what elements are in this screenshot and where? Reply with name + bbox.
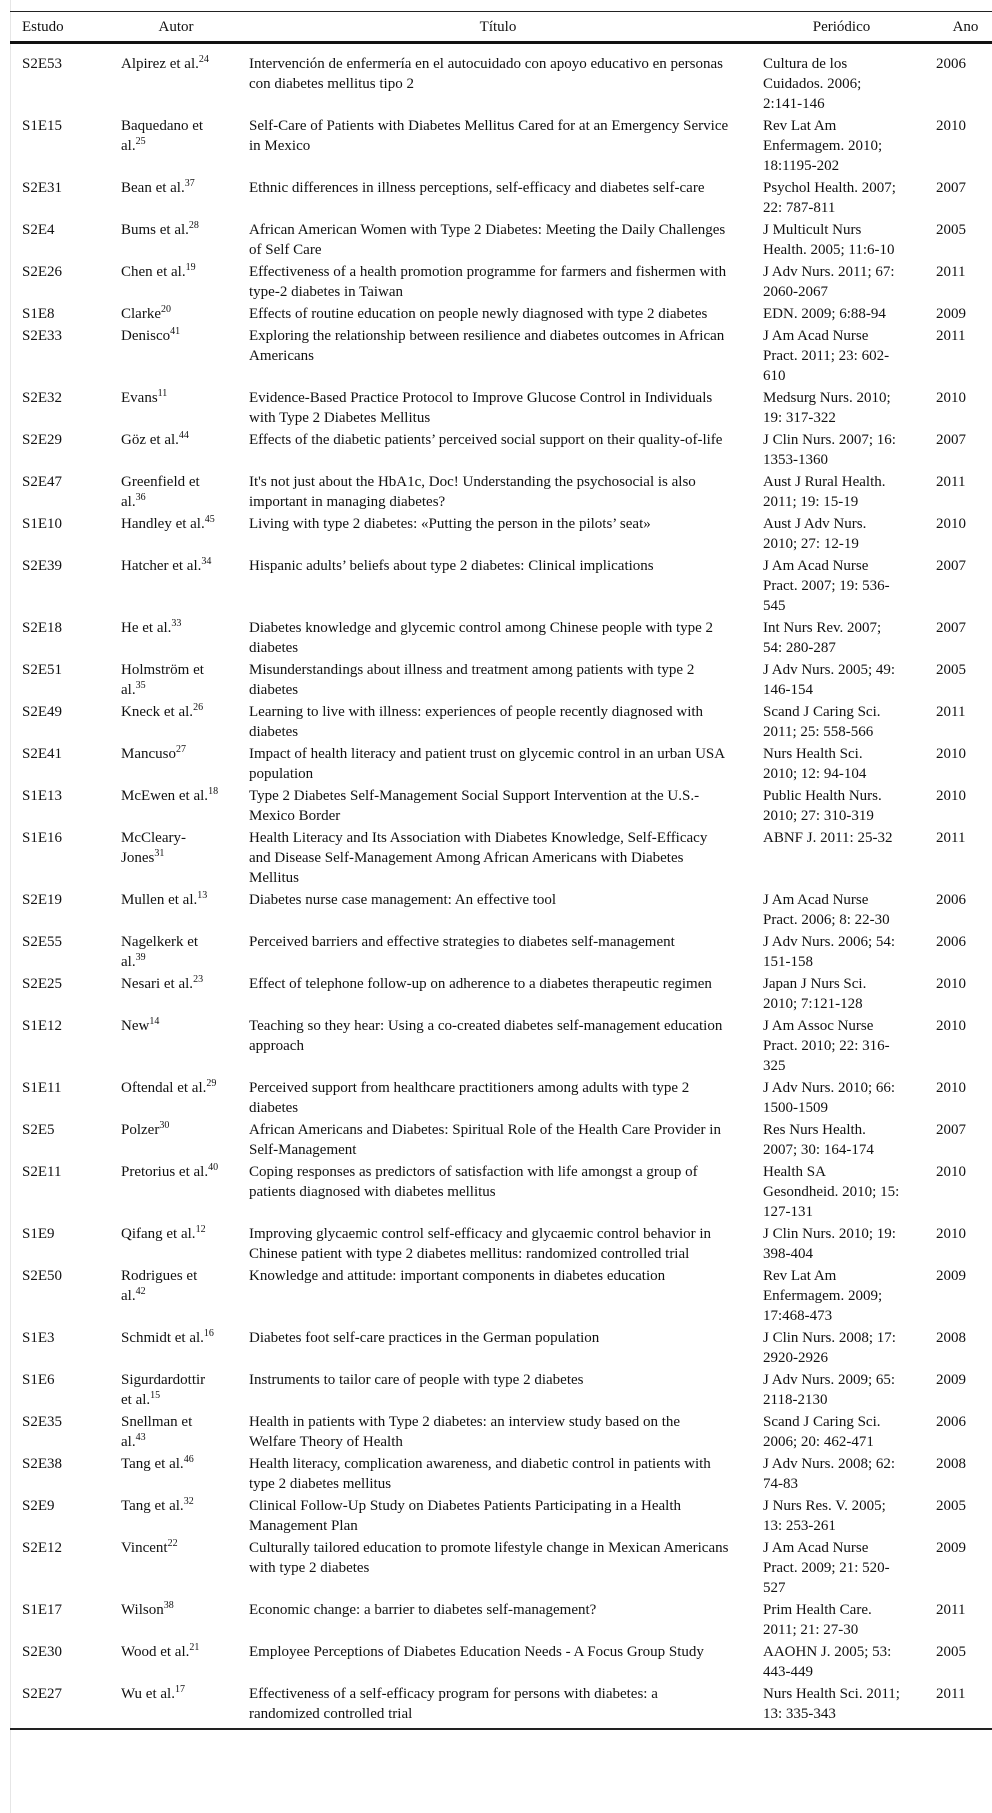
cell-ano: 2011 xyxy=(936,1602,966,1618)
author-name: Chen et al. xyxy=(121,264,186,280)
cell-autor xyxy=(111,785,241,827)
cell-ano: 2007 xyxy=(936,180,966,196)
cell-periodico: J Am Acad Nurse Pract. 2006; 8: 22-30 xyxy=(763,892,890,928)
cell-autor xyxy=(111,555,241,617)
cell-ano: 2006 xyxy=(936,56,966,72)
table-row xyxy=(10,659,992,701)
table-row xyxy=(10,1411,992,1453)
cell-estudo: S2E53 xyxy=(22,56,63,72)
cell-titulo: Diabetes foot self-care practices in the German population xyxy=(249,1330,600,1346)
cell-titulo: Improving glycaemic control self-efficacy and glycaemic control behavior in Chinese patient with type 2 diabetes mellitus: randomized controlled trial xyxy=(249,1226,712,1262)
cell-titulo: Living with type 2 diabetes: «Putting the person in the pilots’ seat» xyxy=(249,516,651,532)
cell-titulo: Impact of health literacy and patient trust on glycemic control in an urban USA population xyxy=(249,746,725,782)
cell-ano: 2010 xyxy=(936,788,966,804)
author-name: He et al. xyxy=(121,620,172,636)
cell-periodico: J Am Acad Nurse Pract. 2009; 21: 520-527 xyxy=(763,1540,890,1596)
cell-autor xyxy=(111,43,241,116)
cell-periodico: J Multicult Nurs Health. 2005; 11:6-10 xyxy=(763,222,895,258)
table-row xyxy=(10,115,992,177)
cell-estudo: S2E41 xyxy=(22,746,63,762)
author-name: Wilson xyxy=(121,1602,164,1618)
table-row xyxy=(10,743,992,785)
table-row xyxy=(10,261,992,303)
reference-number: 26 xyxy=(193,702,204,713)
cell-titulo: Intervención de enfermería en el autocuidado con apoyo educativo en personas con diabetes mellitus tipo 2 xyxy=(249,56,723,92)
cell-ano: 2005 xyxy=(936,1498,966,1514)
reference-number: 11 xyxy=(157,388,168,399)
cell-periodico: J Clin Nurs. 2007; 16: 1353-1360 xyxy=(763,432,896,468)
table-header-row xyxy=(10,12,992,43)
cell-estudo: S2E27 xyxy=(22,1686,63,1702)
author-name: Mancuso xyxy=(121,746,176,762)
cell-periodico: Medsurg Nurs. 2010; 19: 317-322 xyxy=(763,390,891,426)
cell-titulo: Hispanic adults’ beliefs about type 2 diabetes: Clinical implications xyxy=(249,558,654,574)
cell-autor xyxy=(111,659,241,701)
cell-autor xyxy=(111,1453,241,1495)
reference-number: 27 xyxy=(176,744,186,755)
cell-autor xyxy=(111,429,241,471)
header-estudo: Estudo xyxy=(22,18,64,35)
reference-number: 34 xyxy=(201,556,212,567)
cell-autor xyxy=(111,1683,241,1729)
reference-number: 46 xyxy=(183,1454,194,1465)
cell-ano: 2010 xyxy=(936,976,966,992)
cell-titulo: Knowledge and attitude: important components in diabetes education xyxy=(249,1268,666,1284)
author-name: Holmström et al. xyxy=(121,662,204,698)
cell-estudo: S2E29 xyxy=(22,432,63,448)
cell-ano: 2010 xyxy=(936,1164,966,1180)
cell-ano: 2011 xyxy=(936,264,966,280)
table-row xyxy=(10,785,992,827)
cell-periodico: Aust J Rural Health. 2011; 19: 15-19 xyxy=(763,474,886,510)
author-name: Nesari et al. xyxy=(121,976,194,992)
cell-ano: 2011 xyxy=(936,704,966,720)
author-name: McEwen et al. xyxy=(121,788,209,804)
cell-ano: 2005 xyxy=(936,1644,966,1660)
cell-ano: 2005 xyxy=(936,662,966,678)
cell-titulo: African Americans and Diabetes: Spiritual Role of the Health Care Provider in Self-Management xyxy=(249,1122,721,1158)
reference-number: 23 xyxy=(193,974,204,985)
reference-number: 20 xyxy=(160,304,171,315)
table-row xyxy=(10,1161,992,1223)
cell-titulo: Exploring the relationship between resilience and diabetes outcomes in African Americans xyxy=(249,328,725,364)
table-row xyxy=(10,1537,992,1599)
cell-periodico: Scand J Caring Sci. 2006; 20: 462-471 xyxy=(763,1414,881,1450)
cell-periodico: J Am Acad Nurse Pract. 2007; 19: 536-545 xyxy=(763,558,890,614)
reference-number: 24 xyxy=(198,54,209,65)
cell-autor xyxy=(111,1327,241,1369)
reference-number: 22 xyxy=(167,1538,178,1549)
header-titulo: Título xyxy=(479,18,517,35)
cell-periodico: J Nurs Res. V. 2005; 13: 253-261 xyxy=(763,1498,886,1534)
cell-estudo: S1E16 xyxy=(22,830,63,846)
cell-periodico: J Clin Nurs. 2010; 19: 398-404 xyxy=(763,1226,896,1262)
cell-estudo: S2E51 xyxy=(22,662,63,678)
reference-number: 35 xyxy=(135,680,146,691)
table-row xyxy=(10,1223,992,1265)
cell-estudo: S1E11 xyxy=(22,1080,62,1096)
cell-ano: 2010 xyxy=(936,1018,966,1034)
reference-number: 33 xyxy=(171,618,182,629)
cell-periodico: Nurs Health Sci. 2010; 12: 94-104 xyxy=(763,746,867,782)
table-row xyxy=(10,513,992,555)
cell-ano: 2011 xyxy=(936,1686,966,1702)
cell-periodico: ABNF J. 2011: 25-32 xyxy=(763,830,893,846)
cell-estudo: S2E49 xyxy=(22,704,63,720)
cell-titulo: Misunderstandings about illness and treatment among patients with type 2 diabetes xyxy=(249,662,695,698)
table-row xyxy=(10,43,992,116)
cell-periodico: Int Nurs Rev. 2007; 54: 280-287 xyxy=(763,620,882,656)
table-row xyxy=(10,1495,992,1537)
cell-autor xyxy=(111,177,241,219)
reference-number: 21 xyxy=(189,1642,200,1653)
cell-estudo: S2E19 xyxy=(22,892,63,908)
author-name: Baquedano et al. xyxy=(121,118,204,154)
cell-ano: 2008 xyxy=(936,1330,966,1346)
author-name: Vincent xyxy=(121,1540,168,1556)
reference-number: 44 xyxy=(178,430,189,441)
cell-autor xyxy=(111,219,241,261)
author-name: Tang et al. xyxy=(121,1456,184,1472)
table-row xyxy=(10,1641,992,1683)
table-row xyxy=(10,931,992,973)
header-periodico: Periódico xyxy=(812,18,871,35)
author-name: Wu et al. xyxy=(121,1686,175,1702)
author-name: Kneck et al. xyxy=(121,704,194,720)
cell-ano: 2011 xyxy=(936,830,966,846)
cell-estudo: S2E12 xyxy=(22,1540,63,1556)
author-name: Wood et al. xyxy=(121,1644,190,1660)
cell-periodico: Nurs Health Sci. 2011; 13: 335-343 xyxy=(763,1686,900,1722)
author-name: Mullen et al. xyxy=(121,892,198,908)
author-name: Oftendal et al. xyxy=(121,1080,207,1096)
reference-number: 31 xyxy=(154,848,165,859)
table-row xyxy=(10,219,992,261)
cell-autor xyxy=(111,261,241,303)
cell-titulo: Health in patients with Type 2 diabetes: an interview study based on the Welfare Theory of Health xyxy=(249,1414,681,1450)
cell-ano: 2007 xyxy=(936,432,966,448)
cell-autor xyxy=(111,931,241,973)
table-row xyxy=(10,1683,992,1729)
author-name: Qifang et al. xyxy=(121,1226,196,1242)
cell-estudo: S2E33 xyxy=(22,328,63,344)
cell-autor xyxy=(111,1599,241,1641)
reference-number: 42 xyxy=(135,1286,146,1297)
cell-periodico: J Adv Nurs. 2006; 54: 151-158 xyxy=(763,934,896,970)
cell-ano: 2008 xyxy=(936,1456,966,1472)
cell-estudo: S2E5 xyxy=(22,1122,55,1138)
cell-periodico: AAOHN J. 2005; 53: 443-449 xyxy=(763,1644,892,1680)
reference-number: 15 xyxy=(150,1390,161,1401)
cell-autor xyxy=(111,889,241,931)
cell-periodico: Rev Lat Am Enfermagem. 2009; 17:468-473 xyxy=(763,1268,883,1324)
cell-titulo: Coping responses as predictors of satisfaction with life amongst a group of patients diagnosed with diabetes mellitus xyxy=(249,1164,698,1200)
cell-periodico: Res Nurs Health. 2007; 30: 164-174 xyxy=(763,1122,874,1158)
cell-estudo: S2E38 xyxy=(22,1456,63,1472)
cell-ano: 2009 xyxy=(936,306,966,322)
cell-titulo: Effects of the diabetic patients’ perceived social support on their quality-of-life xyxy=(249,432,723,448)
table-row xyxy=(10,387,992,429)
cell-autor xyxy=(111,471,241,513)
cell-titulo: Effects of routine education on people newly diagnosed with type 2 diabetes xyxy=(249,306,708,322)
author-name: Rodrigues et al. xyxy=(121,1268,198,1304)
cell-titulo: Health literacy, complication awareness, and diabetic control in patients with type 2 diabetes mellitus xyxy=(249,1456,711,1492)
cell-autor xyxy=(111,1015,241,1077)
cell-titulo: Instruments to tailor care of people with type 2 diabetes xyxy=(249,1372,584,1388)
cell-titulo: Culturally tailored education to promote lifestyle change in Mexican Americans with type 2 diabetes xyxy=(249,1540,729,1576)
cell-ano: 2010 xyxy=(936,746,966,762)
cell-ano: 2009 xyxy=(936,1268,966,1284)
reference-number: 25 xyxy=(135,136,146,147)
reference-number: 32 xyxy=(183,1496,194,1507)
author-name: Göz et al. xyxy=(121,432,179,448)
cell-ano: 2007 xyxy=(936,558,966,574)
cell-autor xyxy=(111,1495,241,1537)
cell-estudo: S1E12 xyxy=(22,1018,63,1034)
author-name: McCleary-Jones xyxy=(121,830,186,866)
reference-number: 18 xyxy=(208,786,219,797)
cell-periodico: EDN. 2009; 6:88-94 xyxy=(763,306,886,322)
cell-autor xyxy=(111,973,241,1015)
cell-autor xyxy=(111,1223,241,1265)
reference-number: 14 xyxy=(149,1016,160,1027)
cell-autor xyxy=(111,743,241,785)
cell-autor xyxy=(111,1411,241,1453)
cell-titulo: Clinical Follow-Up Study on Diabetes Patients Participating in a Health Management Plan xyxy=(249,1498,682,1534)
cell-periodico: Rev Lat Am Enfermagem. 2010; 18:1195-202 xyxy=(763,118,883,174)
cell-ano: 2011 xyxy=(936,328,966,344)
cell-ano: 2010 xyxy=(936,516,966,532)
cell-ano: 2011 xyxy=(936,474,966,490)
cell-estudo: S2E55 xyxy=(22,934,63,950)
cell-titulo: Evidence-Based Practice Protocol to Improve Glucose Control in Individuals with Type 2 Diabetes Mellitus xyxy=(249,390,713,426)
author-name: Hatcher et al. xyxy=(121,558,202,574)
cell-periodico: J Am Assoc Nurse Pract. 2010; 22: 316-325 xyxy=(763,1018,890,1074)
table-body xyxy=(10,43,992,1730)
table-row xyxy=(10,973,992,1015)
cell-autor xyxy=(111,1161,241,1223)
cell-estudo: S2E39 xyxy=(22,558,63,574)
table-row xyxy=(10,701,992,743)
cell-periodico: J Adv Nurs. 2005; 49: 146-154 xyxy=(763,662,896,698)
studies-table xyxy=(10,11,992,1730)
cell-estudo: S1E10 xyxy=(22,516,63,532)
cell-titulo: Learning to live with illness: experiences of people recently diagnosed with diabetes xyxy=(249,704,704,740)
cell-ano: 2009 xyxy=(936,1372,966,1388)
reference-number: 37 xyxy=(184,178,195,189)
table-row xyxy=(10,1119,992,1161)
cell-estudo: S1E6 xyxy=(22,1372,55,1388)
cell-ano: 2007 xyxy=(936,620,966,636)
cell-titulo: Effect of telephone follow-up on adherence to a diabetes therapeutic regimen xyxy=(249,976,712,992)
cell-titulo: Employee Perceptions of Diabetes Education Needs - A Focus Group Study xyxy=(249,1644,704,1660)
reference-number: 17 xyxy=(174,1684,185,1695)
cell-titulo: Effectiveness of a self-efficacy program for persons with diabetes: a randomized controlled trial xyxy=(249,1686,658,1722)
cell-titulo: Health Literacy and Its Association with Diabetes Knowledge, Self-Efficacy and Disease Self-Management Among African Americans with Diabetes Mellitus xyxy=(249,830,708,886)
cell-autor xyxy=(111,1537,241,1599)
cell-estudo: S2E9 xyxy=(22,1498,55,1514)
cell-estudo: S1E3 xyxy=(22,1330,55,1346)
cell-titulo: Perceived barriers and effective strategies to diabetes self-management xyxy=(249,934,675,950)
author-name: Schmidt et al. xyxy=(121,1330,204,1346)
cell-autor xyxy=(111,115,241,177)
cell-periodico: Japan J Nurs Sci. 2010; 7:121-128 xyxy=(763,976,867,1012)
cell-autor xyxy=(111,1265,241,1327)
cell-estudo: S2E30 xyxy=(22,1644,63,1660)
cell-ano: 2009 xyxy=(936,1540,966,1556)
reference-number: 16 xyxy=(203,1328,214,1339)
table-row xyxy=(10,1453,992,1495)
reference-number: 38 xyxy=(163,1600,174,1611)
table-row xyxy=(10,1327,992,1369)
cell-ano: 2010 xyxy=(936,1080,966,1096)
reference-number: 19 xyxy=(185,262,196,273)
cell-titulo: Diabetes knowledge and glycemic control among Chinese people with type 2 diabetes xyxy=(249,620,714,656)
cell-estudo: S2E35 xyxy=(22,1414,63,1430)
cell-titulo: Type 2 Diabetes Self-Management Social Support Intervention at the U.S.-Mexico Border xyxy=(249,788,700,824)
cell-ano: 2006 xyxy=(936,1414,966,1430)
table-row xyxy=(10,1599,992,1641)
cell-estudo: S2E32 xyxy=(22,390,63,406)
cell-periodico: Prim Health Care. 2011; 21: 27-30 xyxy=(763,1602,872,1638)
reference-number: 40 xyxy=(208,1162,219,1173)
cell-titulo: Ethnic differences in illness perceptions, self-efficacy and diabetes self-care xyxy=(249,180,705,196)
cell-periodico: J Am Acad Nurse Pract. 2011; 23: 602-610 xyxy=(763,328,890,384)
author-name: Handley et al. xyxy=(121,516,205,532)
cell-estudo: S2E4 xyxy=(22,222,55,238)
cell-ano: 2010 xyxy=(936,118,966,134)
reference-number: 28 xyxy=(188,220,199,231)
cell-autor xyxy=(111,325,241,387)
cell-autor xyxy=(111,1369,241,1411)
table-row xyxy=(10,325,992,387)
table-row xyxy=(10,1265,992,1327)
cell-estudo: S1E15 xyxy=(22,118,63,134)
cell-estudo: S2E50 xyxy=(22,1268,63,1284)
table-row xyxy=(10,429,992,471)
table-row xyxy=(10,617,992,659)
reference-number: 30 xyxy=(159,1120,170,1131)
author-name: Bums et al. xyxy=(121,222,189,238)
cell-estudo: S1E9 xyxy=(22,1226,55,1242)
table-row xyxy=(10,1015,992,1077)
cell-titulo: It's not just about the HbA1c, Doc! Understanding the psychosocial is also important in managing diabetes? xyxy=(249,474,696,510)
cell-titulo: Self-Care of Patients with Diabetes Mellitus Cared for at an Emergency Service in Mexico xyxy=(249,118,729,154)
cell-estudo: S1E17 xyxy=(22,1602,63,1618)
cell-autor xyxy=(111,1641,241,1683)
cell-estudo: S2E25 xyxy=(22,976,63,992)
cell-periodico: Health SA Gesondheid. 2010; 15: 127-131 xyxy=(763,1164,900,1220)
cell-autor xyxy=(111,701,241,743)
cell-periodico: Scand J Caring Sci. 2011; 25: 558-566 xyxy=(763,704,881,740)
table-row xyxy=(10,827,992,889)
table-row xyxy=(10,471,992,513)
reference-number: 29 xyxy=(206,1078,217,1089)
reference-number: 41 xyxy=(170,326,181,337)
author-name: Snellman et al. xyxy=(121,1414,193,1450)
table-row xyxy=(10,889,992,931)
cell-periodico: Public Health Nurs. 2010; 27: 310-319 xyxy=(763,788,882,824)
cell-autor xyxy=(111,387,241,429)
reference-number: 39 xyxy=(135,952,146,963)
author-name: New xyxy=(121,1018,150,1034)
author-name: Nagelkerk et al. xyxy=(121,934,199,970)
table-row xyxy=(10,555,992,617)
cell-autor xyxy=(111,303,241,325)
cell-ano: 2006 xyxy=(936,934,966,950)
cell-titulo: African American Women with Type 2 Diabetes: Meeting the Daily Challenges of Self Care xyxy=(249,222,726,258)
cell-titulo: Economic change: a barrier to diabetes self-management? xyxy=(249,1602,597,1618)
reference-number: 43 xyxy=(135,1432,146,1443)
table-row xyxy=(10,177,992,219)
cell-titulo: Teaching so they hear: Using a co-created diabetes self-management education approach xyxy=(249,1018,723,1054)
header-ano: Ano xyxy=(952,18,979,35)
cell-titulo: Perceived support from healthcare practitioners among adults with type 2 diabetes xyxy=(249,1080,690,1116)
cell-estudo: S2E11 xyxy=(22,1164,62,1180)
cell-periodico: Cultura de los Cuidados. 2006; 2:141-146 xyxy=(763,56,862,112)
table-row xyxy=(10,303,992,325)
author-name: Evans xyxy=(121,390,158,406)
cell-ano: 2010 xyxy=(936,390,966,406)
cell-periodico: J Adv Nurs. 2008; 62: 74-83 xyxy=(763,1456,896,1492)
cell-ano: 2005 xyxy=(936,222,966,238)
table-row xyxy=(10,1369,992,1411)
cell-autor xyxy=(111,1077,241,1119)
cell-periodico: Aust J Adv Nurs. 2010; 27: 12-19 xyxy=(763,516,867,552)
cell-autor xyxy=(111,827,241,889)
author-name: Bean et al. xyxy=(121,180,185,196)
author-name: Pretorius et al. xyxy=(121,1164,209,1180)
cell-autor xyxy=(111,1119,241,1161)
author-name: Polzer xyxy=(121,1122,160,1138)
reference-number: 36 xyxy=(135,492,146,503)
author-name: Greenfield et al. xyxy=(121,474,200,510)
author-name: Tang et al. xyxy=(121,1498,184,1514)
table-row xyxy=(10,1077,992,1119)
author-name: Sigurdardottir et al. xyxy=(121,1372,206,1408)
cell-periodico: J Adv Nurs. 2011; 67: 2060-2067 xyxy=(763,264,895,300)
reference-number: 12 xyxy=(195,1224,206,1235)
cell-estudo: S2E18 xyxy=(22,620,63,636)
author-name: Clarke xyxy=(121,306,161,322)
cell-titulo: Diabetes nurse case management: An effective tool xyxy=(249,892,557,908)
reference-number: 45 xyxy=(204,514,215,525)
cell-estudo: S2E31 xyxy=(22,180,63,196)
cell-periodico: J Clin Nurs. 2008; 17: 2920-2926 xyxy=(763,1330,896,1366)
cell-ano: 2007 xyxy=(936,1122,966,1138)
cell-periodico: J Adv Nurs. 2010; 66: 1500-1509 xyxy=(763,1080,896,1116)
cell-autor xyxy=(111,617,241,659)
cell-estudo: S2E47 xyxy=(22,474,63,490)
cell-estudo: S1E13 xyxy=(22,788,63,804)
cell-estudo: S2E26 xyxy=(22,264,63,280)
header-autor: Autor xyxy=(158,18,194,35)
cell-periodico: Psychol Health. 2007; 22: 787-811 xyxy=(763,180,896,216)
reference-number: 13 xyxy=(197,890,208,901)
cell-ano: 2010 xyxy=(936,1226,966,1242)
cell-periodico: J Adv Nurs. 2009; 65: 2118-2130 xyxy=(763,1372,896,1408)
author-name: Alpirez et al. xyxy=(121,56,199,72)
cell-estudo: S1E8 xyxy=(22,306,55,322)
cell-ano: 2006 xyxy=(936,892,966,908)
author-name: Denisco xyxy=(121,328,171,344)
cell-titulo: Effectiveness of a health promotion programme for farmers and fishermen with type-2 diabetes in Taiwan xyxy=(249,264,727,300)
cell-autor xyxy=(111,513,241,555)
